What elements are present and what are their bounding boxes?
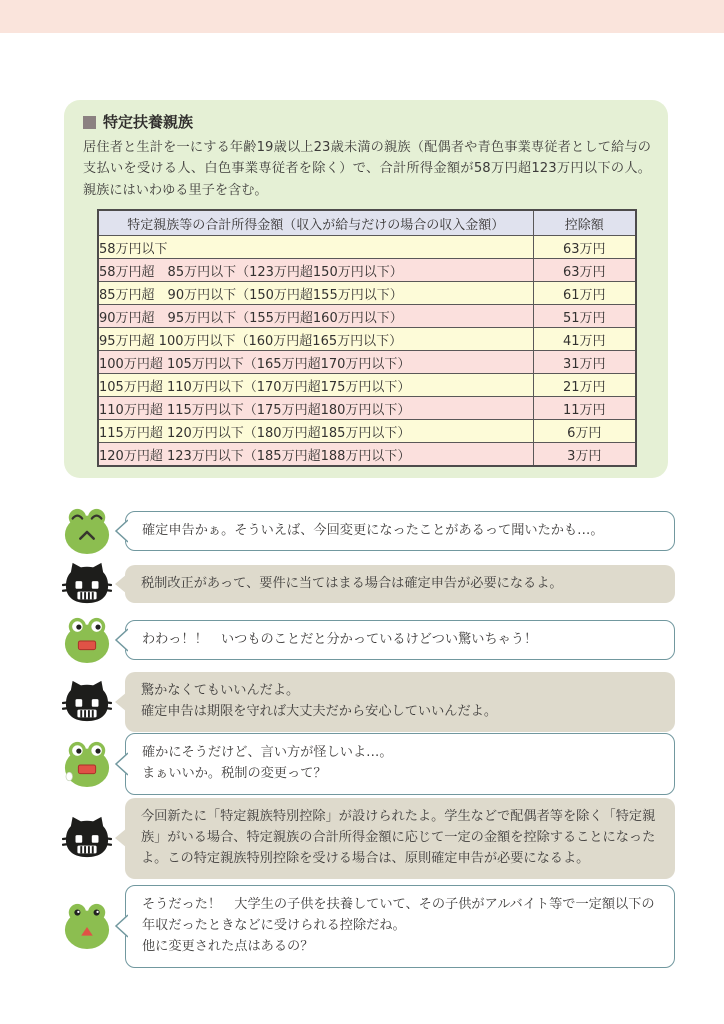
speech-bubble-frog	[125, 511, 675, 552]
conversation-row	[62, 672, 675, 732]
table-row	[98, 420, 636, 443]
table-row	[98, 259, 636, 282]
bubble-text: 驚かなくてもいいんだよ。	[141, 683, 300, 698]
deduction-amount-cell: 6万円	[533, 420, 636, 443]
income-range-cell: 105万円超 110万円以下（170万円超175万円以下）	[98, 374, 533, 397]
conversation-row	[62, 561, 675, 607]
speech-bubble-frog	[125, 733, 675, 795]
income-range-cell: 58万円超 85万円以下（123万円超150万円以下）	[98, 259, 533, 282]
conversation-row	[62, 798, 675, 879]
bubble-text: 確定申告は期限を守れば大丈夫だから安心していいんだよ。	[141, 703, 498, 719]
conversation-row	[62, 885, 675, 968]
income-range-cell: 115万円超 120万円以下（180万円超185万円以下）	[98, 420, 533, 443]
frog-surprised-icon	[62, 616, 112, 664]
specified-dependent-panel	[64, 100, 668, 478]
cat-icon	[62, 561, 112, 607]
cat-icon	[62, 815, 112, 861]
deduction-amount-cell: 3万円	[533, 443, 636, 467]
deduction-amount-cell: 31万円	[533, 351, 636, 374]
table-row	[98, 351, 636, 374]
deduction-amount-cell: 63万円	[533, 236, 636, 259]
bubble-text: 税制改正があって、要件に当てはまる場合は確定申告が必要になるよ。	[141, 575, 563, 591]
speech-bubble-cat	[125, 798, 675, 879]
conversation-row	[62, 616, 675, 664]
cat-icon	[62, 679, 112, 725]
deduction-amount-cell: 21万円	[533, 374, 636, 397]
deduction-amount-cell: 41万円	[533, 328, 636, 351]
income-range-cell: 58万円以下	[98, 236, 533, 259]
table-row	[98, 443, 636, 467]
deduction-amount-cell: 61万円	[533, 282, 636, 305]
frog-worried-icon	[62, 740, 112, 788]
frog-calm-icon	[62, 507, 112, 555]
income-range-cell: 95万円超 100万円以下（160万円超165万円以下）	[98, 328, 533, 351]
deduction-table	[97, 209, 637, 467]
col-header-income: 特定親族等の合計所得金額（収入が給与だけの場合の収入金額）	[98, 210, 533, 236]
bubble-text: 今回新たに「特定親族特別控除」が設けられたよ。学生などで配偶者等を除く「特定親族」がいる場合、特定親族の合計所得金額に応じて一定の金額を控除することになったよ。この特定親族特別控除を受ける場合は、原則確定申告が必要になるよ。	[141, 809, 656, 866]
bubble-text: まぁいいか。税制の変更って？	[142, 765, 327, 781]
income-range-cell: 100万円超 105万円以下（165万円超170万円以下）	[98, 351, 533, 374]
table-header-row	[98, 210, 636, 236]
table-row	[98, 374, 636, 397]
conversation-row	[62, 507, 675, 555]
speech-bubble-frog	[125, 620, 675, 661]
bubble-text: 確かにそうだけど、言い方が怪しいよ…。	[142, 745, 393, 760]
table-row	[98, 305, 636, 328]
bubble-text: そうだった！ 大学生の子供を扶養していて、その子供がアルバイト等で一定額以下の年収だったときなどに受けられる控除だね。	[142, 897, 655, 933]
speech-bubble-cat	[125, 672, 675, 732]
conversation-row	[62, 733, 675, 795]
frog-excited-icon	[62, 902, 112, 950]
table-row	[98, 236, 636, 259]
table-row	[98, 397, 636, 420]
panel-description: 居住者と生計を一にする年齢19歳以上23歳未満の親族（配偶者や青色事業専従者として給与の支払いを受ける人、白色事業専従者を除く）で、合計所得金額が58万円超123万円以下の人。親族にはいわゆる里子を含む。	[83, 140, 651, 198]
speech-bubble-cat	[125, 565, 675, 604]
table-row	[98, 328, 636, 351]
income-range-cell: 85万円超 90万円以下（150万円超155万円以下）	[98, 282, 533, 305]
page-top-band	[0, 0, 724, 33]
col-header-deduction: 控除額	[533, 210, 636, 236]
table-row	[98, 282, 636, 305]
bubble-text: 確定申告かぁ。そういえば、今回変更になったことがあるって聞いたかも…。	[142, 522, 604, 538]
income-range-cell: 120万円超 123万円以下（185万円超188万円以下）	[98, 443, 533, 467]
panel-title	[83, 112, 650, 132]
square-bullet-icon	[83, 116, 96, 129]
deduction-amount-cell: 51万円	[533, 305, 636, 328]
income-range-cell: 110万円超 115万円以下（175万円超180万円以下）	[98, 397, 533, 420]
income-range-cell: 90万円超 95万円以下（155万円超160万円以下）	[98, 305, 533, 328]
panel-title-text: 特定扶養親族	[103, 113, 194, 131]
bubble-text: わわっ！！ いつものことだと分かっているけどつい驚いちゃう！	[142, 631, 538, 647]
bubble-text: 他に変更された点はあるの？	[142, 938, 314, 954]
deduction-amount-cell: 11万円	[533, 397, 636, 420]
speech-bubble-frog	[125, 885, 675, 968]
deduction-amount-cell: 63万円	[533, 259, 636, 282]
